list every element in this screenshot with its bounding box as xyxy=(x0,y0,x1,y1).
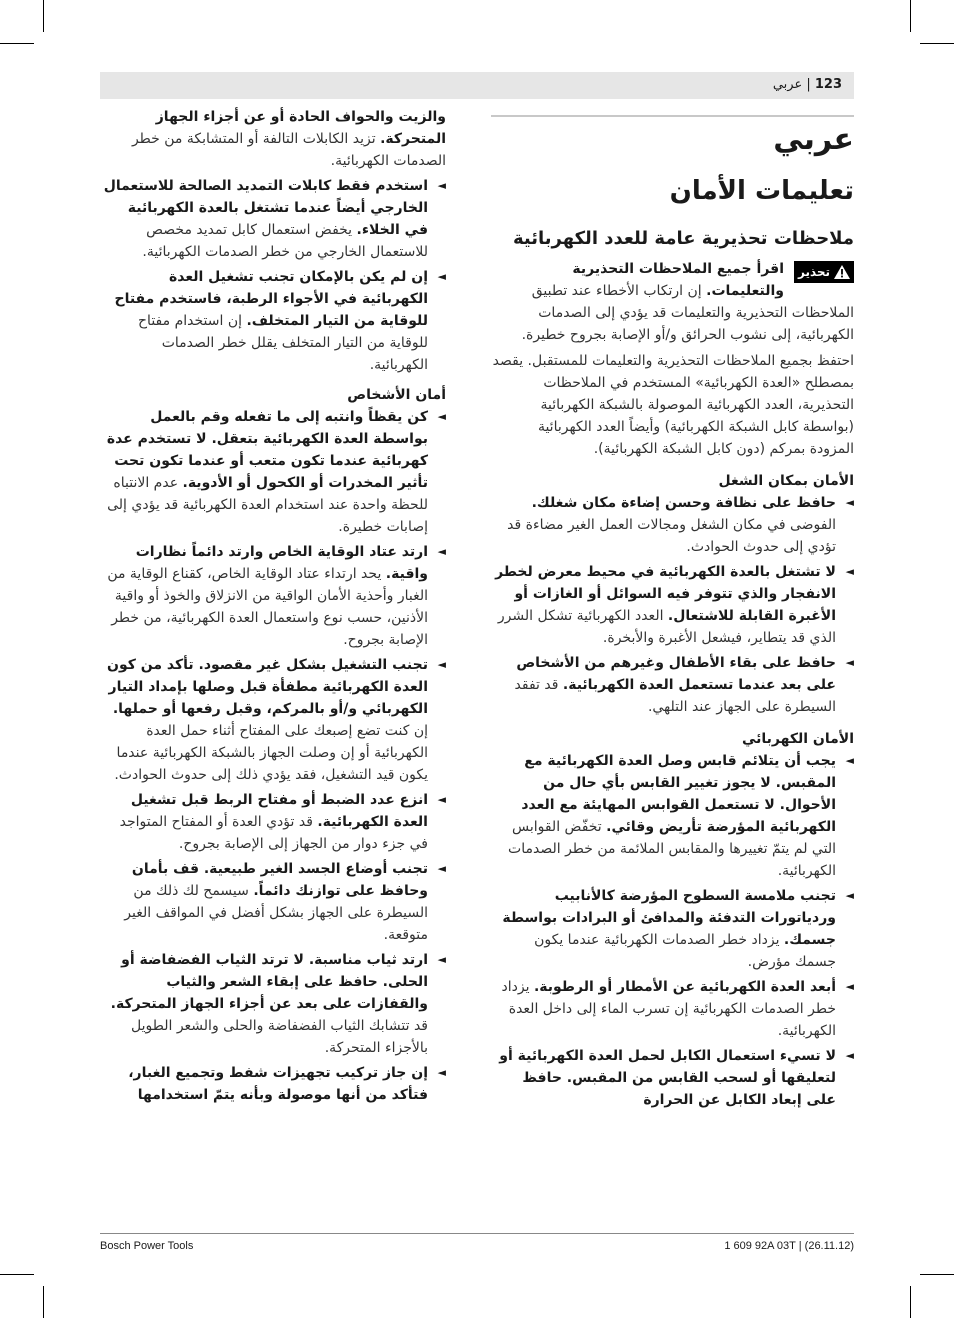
left-column xyxy=(100,106,446,1106)
crop-mark xyxy=(920,1274,954,1275)
crop-mark xyxy=(0,43,34,44)
footer-doc-id: 1 609 92A 03T | (26.11.12) xyxy=(724,1240,854,1252)
header-language: عربي xyxy=(772,77,803,92)
bullet-triangle-icon: ◄ xyxy=(437,179,446,192)
crop-mark xyxy=(43,1286,44,1318)
list-item: ◄ ارتد ثياب مناسبة. لا ترتد الثياب الفضفاضة أو الحلى. حافظ على إبقاء الشعر والثياب والقفازات على بعد عن أجزاء الجهاز المتحركة. قد تتشابك الثياب الفضفاضة والحلى والشعر الطويل بالأجزاء المتحركة. xyxy=(100,949,446,1059)
list-item: ◄ استخدم فقط كابلات التمديد الصالحة للاستعمال الخارجي أيضاً عندما تشتغل بالعدة الكهربائية في الخلاء. يخفض استعمال كابل تمديد مخصص للاستعمال الخارجي من خطر الصدمات الكهربائية. xyxy=(100,175,446,263)
list-item: ◄ كن يقظاً وانتبه إلى ما تفعله وقم بالعمل بواسطة العدة الكهربائية بتعقل. لا تستخدم عدة كهربائية عندما تكون متعب أو عندما تكون تحت تأثير المخدرات أو الكحول أو الأدوية. عدم الانتباه للحظة واحدة عند استخدام العدة الكهربائية قد يؤدي إلى إصابات خطيرة. xyxy=(100,406,446,538)
header-text: 123 | عربي xyxy=(772,77,842,92)
continued-text: والزيت والحواف الحادة أو عن أجزاء الجهاز المتحركة. تزيد الكابلات التالفة أو المتشابكة من خطر الصدمات الكهربائية. xyxy=(131,109,446,169)
crop-mark xyxy=(920,43,954,44)
warning-block xyxy=(491,258,854,346)
page-title: عربي xyxy=(773,122,854,157)
warning-badge xyxy=(794,261,854,283)
bullet-triangle-icon: ◄ xyxy=(845,754,854,767)
list-item: ◄ تجنب التشغيل بشكل غير مقصود. تأكد من كون العدة الكهربائية مطفأة قبل وصلها بإمداد التيار الكهربائي و/أو بالمركم، وقبل رفعها أو حملها. إن كنت تضع إصبعك على المفتاح أثناء حمل العدة الكهربائية أو إن وصلت الجهاز بالشبكة الكهربائية عندما يكون قيد التشغيل، فقد يؤدي ذلك إلى حدوث الحوادث. xyxy=(100,654,446,786)
warning-triangle-icon xyxy=(834,265,850,279)
workplace-list xyxy=(491,492,854,718)
personal-safety-heading: أمان الأشخاص xyxy=(347,387,446,403)
warning-text: اقرأ جميع الملاحظات التحذيرية والتعليمات. إن ارتكاب الأخطاء عند تطبيق الملاحظات التحذيرية والتعليمات قد يؤدي إلى الصدمات الكهربائية، إلى نشوب الحرائق و/أو الإصابة بجروح خطيرة. xyxy=(521,261,854,343)
list-item: ◄ يجب أن يتلائم قابس وصل العدة الكهربائية مع المقبس. لا يجوز تغيير القابس بأي حال من الأحوال. لا تستعمل القوابس المهايئة مع العدد الكهربائية المؤرضة تأريض وقائي. تخفّض القوابس التي لم يتمّ تغييرها والمقابس الملائمة من خطر الصدمات الكهربائية. xyxy=(491,750,854,882)
workplace-heading: الأمان بمكان الشغل xyxy=(718,473,854,489)
list-item: ◄ تجنب أوضاع الجسد الغير طبيعية. قف بأمان وحافظ على توازنك دائماً. سيسمح لك ذلك من السيطرة على الجهاز بشكل أفضل في المواقف الغير متوقعة. xyxy=(100,858,446,946)
bullet-triangle-icon: ◄ xyxy=(437,545,446,558)
bullet-triangle-icon: ◄ xyxy=(437,953,446,966)
title-rule xyxy=(491,115,854,117)
list-item: ◄ إن لم يكن بالإمكان تجنب تشغيل العدة الكهربائية في الأجواء الرطبة، فاستخدم مفتاح للوقاية من التيار المتخلف. إن استخدام مفتاح للوقاية من التيار المتخلف يقلل خطر الصدمات الكهربائية. xyxy=(100,266,446,376)
keep-instructions-text: احتفظ بجميع الملاحظات التحذيرية والتعليمات للمستقبل. يقصد بمصطلح «العدة الكهربائية» المستخدم في الملاحظات التحذيرية، العدد الكهربائية الموصولة بالشبكة الكهربائية (بواسطة كابل الشبكة الكهربائية) وأيضاً العدد الكهربائية المزودة بمركم (دون كابل الشبكة الكهربائية). xyxy=(492,353,854,457)
crop-mark xyxy=(910,1286,911,1318)
bullet-triangle-icon: ◄ xyxy=(845,565,854,578)
footer-rule xyxy=(100,1233,854,1234)
right-column xyxy=(491,118,854,1111)
general-heading: ملاحظات تحذيرية عامة للعدد الكهربائية xyxy=(512,228,854,249)
list-item: ◄ لا تسيء استعمال الكابل لحمل العدة الكهربائية أو لتعليقها أو لسحب القابس من المقبس. حافظ على إبعاد الكابل عن الحرارة xyxy=(491,1045,854,1111)
list-item: ◄ حافظ على بقاء الأطفال وغيرهم من الأشخاص على بعد عندما تستعمل العدة الكهربائية. قد تفقد السيطرة على الجهاز عند التلهي. xyxy=(491,652,854,718)
bullet-triangle-icon: ◄ xyxy=(845,889,854,902)
extension-list xyxy=(100,175,446,376)
crop-mark xyxy=(910,0,911,32)
bullet-triangle-icon: ◄ xyxy=(437,270,446,283)
list-item: ◄ أبعد العدة الكهربائية عن الأمطار أو الرطوبة. يزداد خطر الصدمات الكهربائية إن تسرب الماء إلى داخل العدة الكهربائية. xyxy=(491,976,854,1042)
bullet-triangle-icon: ◄ xyxy=(437,410,446,423)
bullet-triangle-icon: ◄ xyxy=(437,862,446,875)
bullet-triangle-icon: ◄ xyxy=(845,656,854,669)
page-number: 123 xyxy=(814,77,842,92)
bullet-triangle-icon: ◄ xyxy=(437,658,446,671)
bullet-triangle-icon: ◄ xyxy=(845,496,854,509)
electrical-heading: الأمان الكهربائي xyxy=(741,731,854,747)
bullet-triangle-icon: ◄ xyxy=(845,1049,854,1062)
list-item: ◄ لا تشتغل بالعدة الكهربائية في محيط معرض لخطر الانفجار والذي تتوفر فيه السوائل أو الغازات أو الأغبرة القابلة للاشتعال. العدد الكهربائية تشكل الشرر الذي قد يتطاير، فيشعل الأغبرة والأبخرة. xyxy=(491,561,854,649)
list-item: ◄ انزع عدد الضبط أو مفتاح الربط قبل تشغيل العدة الكهربائية. قد تؤدي العدة أو المفتاح المتواجد في جزء دوار من الجهاز إلى الإصابة بجروح. xyxy=(100,789,446,855)
electrical-list xyxy=(491,750,854,1111)
list-item: ◄ حافظ على نظافة وحسن إضاءة مكان شغلك. الفوضى في مكان الشغل ومجالات العمل الغير مضاءة قد تؤدي إلى حدوث الحوادث. xyxy=(491,492,854,558)
crop-mark xyxy=(0,1274,34,1275)
footer-brand: Bosch Power Tools xyxy=(100,1240,194,1252)
list-item: ◄ إن جاز تركيب تجهيزات شفط وتجميع الغبار، فتأكد من أنها موصولة وبأنه يتمّ استخدامها xyxy=(100,1062,446,1106)
safety-title: تعليمات الأمان xyxy=(669,176,854,206)
page-header xyxy=(100,72,854,99)
warning-label: تحذير xyxy=(798,265,831,279)
personal-safety-list xyxy=(100,406,446,1106)
bullet-triangle-icon: ◄ xyxy=(437,1066,446,1079)
list-item: ◄ تجنب ملامسة السطوح المؤرضة كالأنابيب وردياتورات التدفئة والمدافئ أو البرادات بواسطة جسمك. يزداد خطر الصدمات الكهربائية عندما يكون جسمك مؤرض. xyxy=(491,885,854,973)
crop-mark xyxy=(43,0,44,32)
bullet-triangle-icon: ◄ xyxy=(845,980,854,993)
bullet-triangle-icon: ◄ xyxy=(437,793,446,806)
list-item: ◄ ارتد عتاد الوقاية الخاص وارتد دائماً نظارات واقية. يحد ارتداء عتاد الوقاية الخاص، كقناع الوقاية من الغبار وأحذية الأمان الواقية من الانزلاق والخوذ أو واقية الأذنين، حسب نوع واستعمال العدة الكهربائية، من خطر الإصابة بجروح. xyxy=(100,541,446,651)
